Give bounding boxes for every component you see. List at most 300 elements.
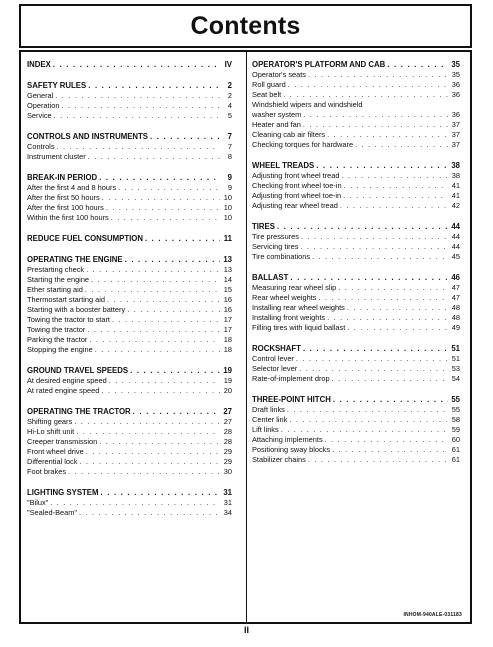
toc-page-number: 15 bbox=[223, 285, 232, 294]
toc-label: Filling tires with liquid ballast bbox=[252, 323, 346, 332]
toc-page-number: 49 bbox=[451, 323, 460, 332]
toc-entry-adjusting-front-wheel-toe-in[interactable] bbox=[252, 191, 460, 201]
toc-heading-lighting-system[interactable] bbox=[27, 488, 232, 498]
toc-label: CONTROLS AND INSTRUMENTS bbox=[27, 132, 148, 141]
toc-entry-tire-combinations[interactable] bbox=[252, 252, 460, 262]
toc-label: Attaching implements bbox=[252, 435, 323, 444]
toc-label: Cleaning cab air filters bbox=[252, 130, 326, 139]
toc-label: Installing front weights bbox=[252, 313, 326, 322]
dot-leader bbox=[91, 275, 220, 285]
toc-entry-at-rated-engine-speed[interactable] bbox=[27, 386, 232, 396]
toc-entry-prestarting-check[interactable] bbox=[27, 265, 232, 275]
toc-label: OPERATOR'S PLATFORM AND CAB bbox=[252, 60, 386, 69]
toc-label: After the first 4 and 8 hours bbox=[27, 183, 117, 192]
right-column bbox=[252, 60, 460, 476]
toc-entry-filling-tires-with-liquid-ballast[interactable] bbox=[252, 323, 460, 333]
toc-page-number: 20 bbox=[223, 386, 232, 395]
toc-page-number: 37 bbox=[451, 140, 460, 149]
toc-entry-operator-s-seats[interactable] bbox=[252, 70, 460, 80]
toc-section bbox=[252, 273, 460, 333]
toc-page-number: 31 bbox=[223, 498, 232, 507]
toc-entry-front-wheel-drive[interactable] bbox=[27, 447, 232, 457]
toc-entry-adjusting-rear-wheel-tread[interactable] bbox=[252, 201, 460, 211]
toc-page-number: 4 bbox=[227, 101, 232, 110]
toc-label: Seat belt bbox=[252, 90, 282, 99]
toc-page-number: 28 bbox=[223, 437, 232, 446]
dot-leader bbox=[290, 273, 448, 283]
toc-entry-positioning-sway-blocks[interactable] bbox=[252, 445, 460, 455]
toc-entry-checking-torques-for-hardware[interactable] bbox=[252, 140, 460, 150]
toc-section bbox=[27, 234, 232, 244]
dot-leader bbox=[111, 213, 220, 223]
dot-leader bbox=[76, 427, 220, 437]
dot-leader bbox=[101, 386, 220, 396]
dot-leader bbox=[300, 242, 448, 252]
toc-section bbox=[27, 173, 232, 223]
toc-entry-checking-front-wheel-toe-in[interactable] bbox=[252, 181, 460, 191]
toc-entry-ether-starting-aid[interactable] bbox=[27, 285, 232, 295]
dot-leader bbox=[277, 222, 448, 232]
toc-heading-ground-travel-speeds[interactable] bbox=[27, 366, 232, 376]
toc-label: Adjusting front wheel tread bbox=[252, 171, 340, 180]
dot-leader bbox=[289, 415, 448, 425]
toc-page-number: 44 bbox=[451, 242, 460, 251]
dot-leader bbox=[55, 91, 220, 101]
toc-entry-parking-the-tractor[interactable] bbox=[27, 335, 232, 345]
toc-entry-tire-pressures[interactable] bbox=[252, 232, 460, 242]
toc-page-number: 51 bbox=[451, 344, 460, 353]
toc-page-number: 13 bbox=[223, 265, 232, 274]
dot-leader bbox=[57, 142, 220, 152]
dot-leader bbox=[107, 295, 220, 305]
toc-label: Roll guard bbox=[252, 80, 286, 89]
toc-label: LIGHTING SYSTEM bbox=[27, 488, 99, 497]
dot-leader bbox=[303, 110, 448, 120]
toc-heading-controls-and-instruments[interactable] bbox=[27, 132, 232, 142]
toc-label: Control lever bbox=[252, 354, 294, 363]
dot-leader bbox=[95, 345, 220, 355]
toc-label: General bbox=[27, 91, 54, 100]
toc-page-number: 38 bbox=[451, 171, 460, 180]
toc-heading-operating-the-engine[interactable] bbox=[27, 255, 232, 265]
toc-page-number: 18 bbox=[223, 345, 232, 354]
toc-page-number: 35 bbox=[451, 60, 460, 69]
left-column bbox=[27, 60, 232, 529]
dot-leader bbox=[88, 81, 220, 91]
toc-entry-shifting-gears[interactable] bbox=[27, 417, 232, 427]
dot-leader bbox=[79, 508, 220, 518]
toc-entry-attaching-implements[interactable] bbox=[252, 435, 460, 445]
dot-leader bbox=[85, 285, 220, 295]
toc-page-number: 7 bbox=[227, 142, 232, 151]
toc-label: Thermostart starting aid bbox=[27, 295, 106, 304]
toc-label: Checking torques for hardware bbox=[252, 140, 354, 149]
toc-page-number: 48 bbox=[451, 313, 460, 322]
toc-label: GROUND TRAVEL SPEEDS bbox=[27, 366, 129, 375]
toc-entry-after-the-first-4-and-8-hours[interactable] bbox=[27, 183, 232, 193]
toc-page-number: 60 bbox=[451, 435, 460, 444]
dot-leader bbox=[344, 181, 448, 191]
toc-page-number: 36 bbox=[451, 80, 460, 89]
toc-entry-towing-the-tractor[interactable] bbox=[27, 325, 232, 335]
toc-entry-rear-wheel-weights[interactable] bbox=[252, 293, 460, 303]
toc-page-number: 2 bbox=[227, 91, 232, 100]
toc-page-number: 58 bbox=[451, 415, 460, 424]
toc-label: Stabilizer chains bbox=[252, 455, 306, 464]
dot-leader bbox=[145, 234, 220, 244]
toc-entry-instrument-cluster[interactable] bbox=[27, 152, 232, 162]
toc-label: TIRES bbox=[252, 222, 275, 231]
dot-leader bbox=[340, 201, 448, 211]
toc-page-number: 59 bbox=[451, 425, 460, 434]
toc-page-number: 61 bbox=[451, 455, 460, 464]
toc-page-number: 13 bbox=[223, 255, 232, 264]
toc-label: At desired engine speed bbox=[27, 376, 107, 385]
toc-label: Ether starting aid bbox=[27, 285, 83, 294]
toc-page-number: 42 bbox=[451, 201, 460, 210]
toc-label: Selector lever bbox=[252, 364, 298, 373]
toc-page-number: 44 bbox=[451, 232, 460, 241]
toc-entry-within-the-first-100-hours[interactable] bbox=[27, 213, 232, 223]
toc-label: washer system bbox=[252, 110, 302, 119]
toc-page-number: 61 bbox=[451, 445, 460, 454]
toc-heading-tires[interactable] bbox=[252, 222, 460, 232]
toc-label: Towing the tractor bbox=[27, 325, 86, 334]
dot-leader bbox=[342, 171, 448, 181]
toc-label: Adjusting rear wheel tread bbox=[252, 201, 338, 210]
dot-leader bbox=[343, 191, 448, 201]
toc-label: Controls bbox=[27, 142, 55, 151]
toc-heading-reduce-fuel-consumption[interactable] bbox=[27, 234, 232, 244]
dot-leader bbox=[50, 498, 220, 508]
toc-page-number: 46 bbox=[451, 273, 460, 282]
toc-label: Operation bbox=[27, 101, 60, 110]
dot-leader bbox=[312, 252, 448, 262]
toc-page-number: 10 bbox=[223, 203, 232, 212]
toc-page-number: 16 bbox=[223, 305, 232, 314]
toc-label: Adjusting front wheel toe-in bbox=[252, 191, 342, 200]
toc-page-number: 41 bbox=[451, 191, 460, 200]
toc-label: Checking front wheel toe-in bbox=[252, 181, 342, 190]
toc-page-number: 29 bbox=[223, 457, 232, 466]
toc-heading-operating-the-tractor[interactable] bbox=[27, 407, 232, 417]
toc-heading-three-point-hitch[interactable] bbox=[252, 395, 460, 405]
dot-leader bbox=[347, 323, 448, 333]
toc-label: Lift links bbox=[252, 425, 279, 434]
toc-section bbox=[27, 488, 232, 518]
toc-page-number: 11 bbox=[223, 234, 232, 243]
toc-entry-stabilizer-chains[interactable] bbox=[252, 455, 460, 465]
toc-label: THREE-POINT HITCH bbox=[252, 395, 331, 404]
toc-page-number: 19 bbox=[223, 366, 232, 375]
toc-entry-cleaning-cab-air-filters[interactable] bbox=[252, 130, 460, 140]
toc-page-number: 29 bbox=[223, 447, 232, 456]
toc-page-number: 27 bbox=[223, 417, 232, 426]
toc-section bbox=[27, 132, 232, 162]
dot-leader bbox=[332, 445, 448, 455]
dot-leader bbox=[316, 161, 448, 171]
toc-label: Tire combinations bbox=[252, 252, 311, 261]
toc-entry-installing-front-weights[interactable] bbox=[252, 313, 460, 323]
dot-leader bbox=[347, 303, 448, 313]
toc-label: After the first 100 hours bbox=[27, 203, 104, 212]
toc-entry-foot-brakes[interactable] bbox=[27, 467, 232, 477]
toc-page-number: 37 bbox=[451, 120, 460, 129]
toc-label: Shifting gears bbox=[27, 417, 73, 426]
toc-label: OPERATING THE TRACTOR bbox=[27, 407, 131, 416]
toc-section bbox=[252, 395, 460, 465]
title-box bbox=[19, 4, 472, 48]
toc-entry-windshield-wipers-and-windshield[interactable] bbox=[252, 100, 460, 110]
toc-label: Creeper transmission bbox=[27, 437, 98, 446]
toc-section bbox=[252, 161, 460, 211]
toc-entry-installing-rear-wheel-weights[interactable] bbox=[252, 303, 460, 313]
dot-leader bbox=[133, 407, 220, 417]
dot-leader bbox=[88, 152, 220, 162]
toc-entry-adjusting-front-wheel-tread[interactable] bbox=[252, 171, 460, 181]
column-divider bbox=[246, 52, 247, 622]
toc-section bbox=[252, 222, 460, 262]
toc-entry-sealed-beam[interactable] bbox=[27, 508, 232, 518]
toc-label: Differential lock bbox=[27, 457, 78, 466]
toc-label: BALLAST bbox=[252, 273, 289, 282]
toc-page-number: 38 bbox=[451, 161, 460, 170]
toc-page-number: 54 bbox=[451, 374, 460, 383]
toc-entry-washer-system[interactable] bbox=[252, 110, 460, 120]
dot-leader bbox=[79, 457, 220, 467]
dot-leader bbox=[99, 437, 220, 447]
toc-page-number: 9 bbox=[227, 173, 232, 182]
toc-label: Parking the tractor bbox=[27, 335, 88, 344]
dot-leader bbox=[54, 111, 220, 121]
toc-page-number: 10 bbox=[223, 193, 232, 202]
dot-leader bbox=[106, 203, 220, 213]
toc-label: Stopping the engine bbox=[27, 345, 93, 354]
toc-label: Starting the engine bbox=[27, 275, 90, 284]
dot-leader bbox=[308, 70, 448, 80]
dot-leader bbox=[109, 376, 220, 386]
toc-label: Front wheel drive bbox=[27, 447, 84, 456]
toc-page-number: IV bbox=[224, 60, 232, 69]
toc-label: Heater and fan bbox=[252, 120, 301, 129]
toc-entry-differential-lock[interactable] bbox=[27, 457, 232, 467]
toc-entry-towing-the-tractor-to-start[interactable] bbox=[27, 315, 232, 325]
toc-page-number: 53 bbox=[451, 364, 460, 373]
toc-entry-starting-the-engine[interactable] bbox=[27, 275, 232, 285]
toc-label: Hi-Lo shift unit bbox=[27, 427, 75, 436]
toc-entry-after-the-first-50-hours[interactable] bbox=[27, 193, 232, 203]
dot-leader bbox=[87, 325, 220, 335]
dot-leader bbox=[74, 417, 220, 427]
toc-page-number: 7 bbox=[227, 132, 232, 141]
toc-entry-operation[interactable] bbox=[27, 101, 232, 111]
toc-page-number: 2 bbox=[227, 81, 232, 90]
dot-leader bbox=[127, 305, 220, 315]
toc-label: Windshield wipers and windshield bbox=[252, 100, 363, 109]
toc-page-number: 36 bbox=[451, 110, 460, 119]
toc-page-number: 41 bbox=[451, 181, 460, 190]
dot-leader bbox=[355, 140, 448, 150]
toc-section bbox=[27, 366, 232, 396]
toc-page-number: 34 bbox=[223, 508, 232, 517]
dot-leader bbox=[319, 293, 449, 303]
toc-section bbox=[27, 407, 232, 477]
toc-page-number: 55 bbox=[451, 405, 460, 414]
toc-section bbox=[252, 60, 460, 150]
dot-leader bbox=[338, 283, 448, 293]
toc-page-number: 27 bbox=[223, 407, 232, 416]
toc-label: Draft links bbox=[252, 405, 285, 414]
contents-table bbox=[19, 50, 472, 624]
toc-label: BREAK-IN PERIOD bbox=[27, 173, 98, 182]
toc-label: Rear wheel weights bbox=[252, 293, 317, 302]
dot-leader bbox=[102, 193, 220, 203]
toc-heading-break-in-period[interactable] bbox=[27, 173, 232, 183]
dot-leader bbox=[100, 488, 220, 498]
toc-heading-wheel-treads[interactable] bbox=[252, 161, 460, 171]
toc-label: "Sealed-Beam" bbox=[27, 508, 78, 517]
toc-page-number: 9 bbox=[227, 183, 232, 192]
toc-heading-index[interactable] bbox=[27, 60, 232, 70]
toc-page-number: 17 bbox=[223, 325, 232, 334]
toc-page-number: 31 bbox=[223, 488, 232, 497]
dot-leader bbox=[86, 265, 220, 275]
dot-leader bbox=[333, 395, 448, 405]
toc-label: Towing the tractor to start bbox=[27, 315, 110, 324]
dot-leader bbox=[287, 405, 448, 415]
toc-entry-controls[interactable] bbox=[27, 142, 232, 152]
dot-leader bbox=[89, 335, 220, 345]
toc-page-number: 45 bbox=[451, 252, 460, 261]
toc-label: Measuring rear wheel slip bbox=[252, 283, 337, 292]
toc-entry-selector-lever[interactable] bbox=[252, 364, 460, 374]
toc-entry-thermostart-starting-aid[interactable] bbox=[27, 295, 232, 305]
dot-leader bbox=[299, 364, 448, 374]
toc-entry-creeper-transmission[interactable] bbox=[27, 437, 232, 447]
page-title: Contents bbox=[190, 11, 301, 40]
toc-label: After the first 50 hours bbox=[27, 193, 100, 202]
toc-label: Servicing tires bbox=[252, 242, 299, 251]
dot-leader bbox=[308, 455, 448, 465]
toc-page-number: 35 bbox=[451, 70, 460, 79]
toc-page-number: 47 bbox=[451, 293, 460, 302]
toc-label: Center link bbox=[252, 415, 288, 424]
toc-page-number: 30 bbox=[223, 467, 232, 476]
dot-leader bbox=[68, 467, 220, 477]
toc-label: Within the first 100 hours bbox=[27, 213, 109, 222]
toc-label: Operator's seats bbox=[252, 70, 306, 79]
toc-entry-after-the-first-100-hours[interactable] bbox=[27, 203, 232, 213]
toc-label: Prestarting check bbox=[27, 265, 85, 274]
dot-leader bbox=[86, 447, 220, 457]
toc-entry-stopping-the-engine[interactable] bbox=[27, 345, 232, 355]
dot-leader bbox=[150, 132, 220, 142]
dot-leader bbox=[301, 232, 448, 242]
toc-entry-lift-links[interactable] bbox=[252, 425, 460, 435]
toc-label: WHEEL TREADS bbox=[252, 161, 315, 170]
dot-leader bbox=[327, 130, 448, 140]
toc-entry-hi-lo-shift-unit[interactable] bbox=[27, 427, 232, 437]
toc-section bbox=[27, 81, 232, 121]
toc-page-number: 51 bbox=[451, 354, 460, 363]
document-code: INHOM-940ALE-031183 bbox=[403, 612, 462, 618]
toc-heading-ballast[interactable] bbox=[252, 273, 460, 283]
dot-leader bbox=[327, 313, 448, 323]
toc-label: REDUCE FUEL CONSUMPTION bbox=[27, 234, 143, 243]
toc-entry-rate-of-implement-drop[interactable] bbox=[252, 374, 460, 384]
toc-heading-rockshaft[interactable] bbox=[252, 344, 460, 354]
toc-label: Starting with a booster battery bbox=[27, 305, 126, 314]
toc-label: Instrument cluster bbox=[27, 152, 86, 161]
toc-page-number: 55 bbox=[451, 395, 460, 404]
dot-leader bbox=[288, 80, 448, 90]
dot-leader bbox=[296, 354, 448, 364]
toc-entry-heater-and-fan[interactable] bbox=[252, 120, 460, 130]
toc-entry-control-lever[interactable] bbox=[252, 354, 460, 364]
toc-page-number: 17 bbox=[223, 315, 232, 324]
dot-leader bbox=[332, 374, 448, 384]
toc-label: OPERATING THE ENGINE bbox=[27, 255, 123, 264]
toc-label: ROCKSHAFT bbox=[252, 344, 301, 353]
toc-entry-service[interactable] bbox=[27, 111, 232, 121]
toc-label: Service bbox=[27, 111, 52, 120]
toc-label: At rated engine speed bbox=[27, 386, 100, 395]
dot-leader bbox=[61, 101, 220, 111]
toc-label: Rate-of-implement drop bbox=[252, 374, 330, 383]
dot-leader bbox=[303, 120, 448, 130]
toc-page-number: 10 bbox=[223, 213, 232, 222]
toc-entry-measuring-rear-wheel-slip[interactable] bbox=[252, 283, 460, 293]
dot-leader bbox=[281, 425, 448, 435]
toc-label: Positioning sway blocks bbox=[252, 445, 331, 454]
toc-section bbox=[27, 60, 232, 70]
toc-page-number: 47 bbox=[451, 283, 460, 292]
dot-leader bbox=[130, 366, 220, 376]
toc-page-number: 28 bbox=[223, 427, 232, 436]
toc-page-number: 16 bbox=[223, 295, 232, 304]
toc-entry-servicing-tires[interactable] bbox=[252, 242, 460, 252]
toc-section bbox=[252, 344, 460, 384]
dot-leader bbox=[125, 255, 220, 265]
toc-entry-draft-links[interactable] bbox=[252, 405, 460, 415]
toc-entry-roll-guard[interactable] bbox=[252, 80, 460, 90]
toc-heading-safety-rules[interactable] bbox=[27, 81, 232, 91]
toc-entry-at-desired-engine-speed[interactable] bbox=[27, 376, 232, 386]
toc-page-number: 19 bbox=[223, 376, 232, 385]
toc-page-number: 18 bbox=[223, 335, 232, 344]
toc-entry-seat-belt[interactable] bbox=[252, 90, 460, 100]
toc-page-number: 36 bbox=[451, 90, 460, 99]
dot-leader bbox=[112, 315, 220, 325]
toc-label: Tire pressures bbox=[252, 232, 299, 241]
dot-leader bbox=[53, 60, 220, 70]
dot-leader bbox=[387, 60, 448, 70]
toc-label: SAFETY RULES bbox=[27, 81, 87, 90]
toc-entry-center-link[interactable] bbox=[252, 415, 460, 425]
toc-label: "Bilux" bbox=[27, 498, 49, 507]
toc-heading-operator-s-platform-and-cab[interactable] bbox=[252, 60, 460, 70]
toc-entry-general[interactable] bbox=[27, 91, 232, 101]
toc-section bbox=[27, 255, 232, 355]
toc-label: INDEX bbox=[27, 60, 51, 69]
toc-page-number: 37 bbox=[451, 130, 460, 139]
toc-page-number: 8 bbox=[227, 152, 232, 161]
toc-label: Installing rear wheel weights bbox=[252, 303, 345, 312]
toc-entry-starting-with-a-booster-battery[interactable] bbox=[27, 305, 232, 315]
dot-leader bbox=[283, 90, 448, 100]
toc-label: Foot brakes bbox=[27, 467, 67, 476]
toc-entry-bilux[interactable] bbox=[27, 498, 232, 508]
